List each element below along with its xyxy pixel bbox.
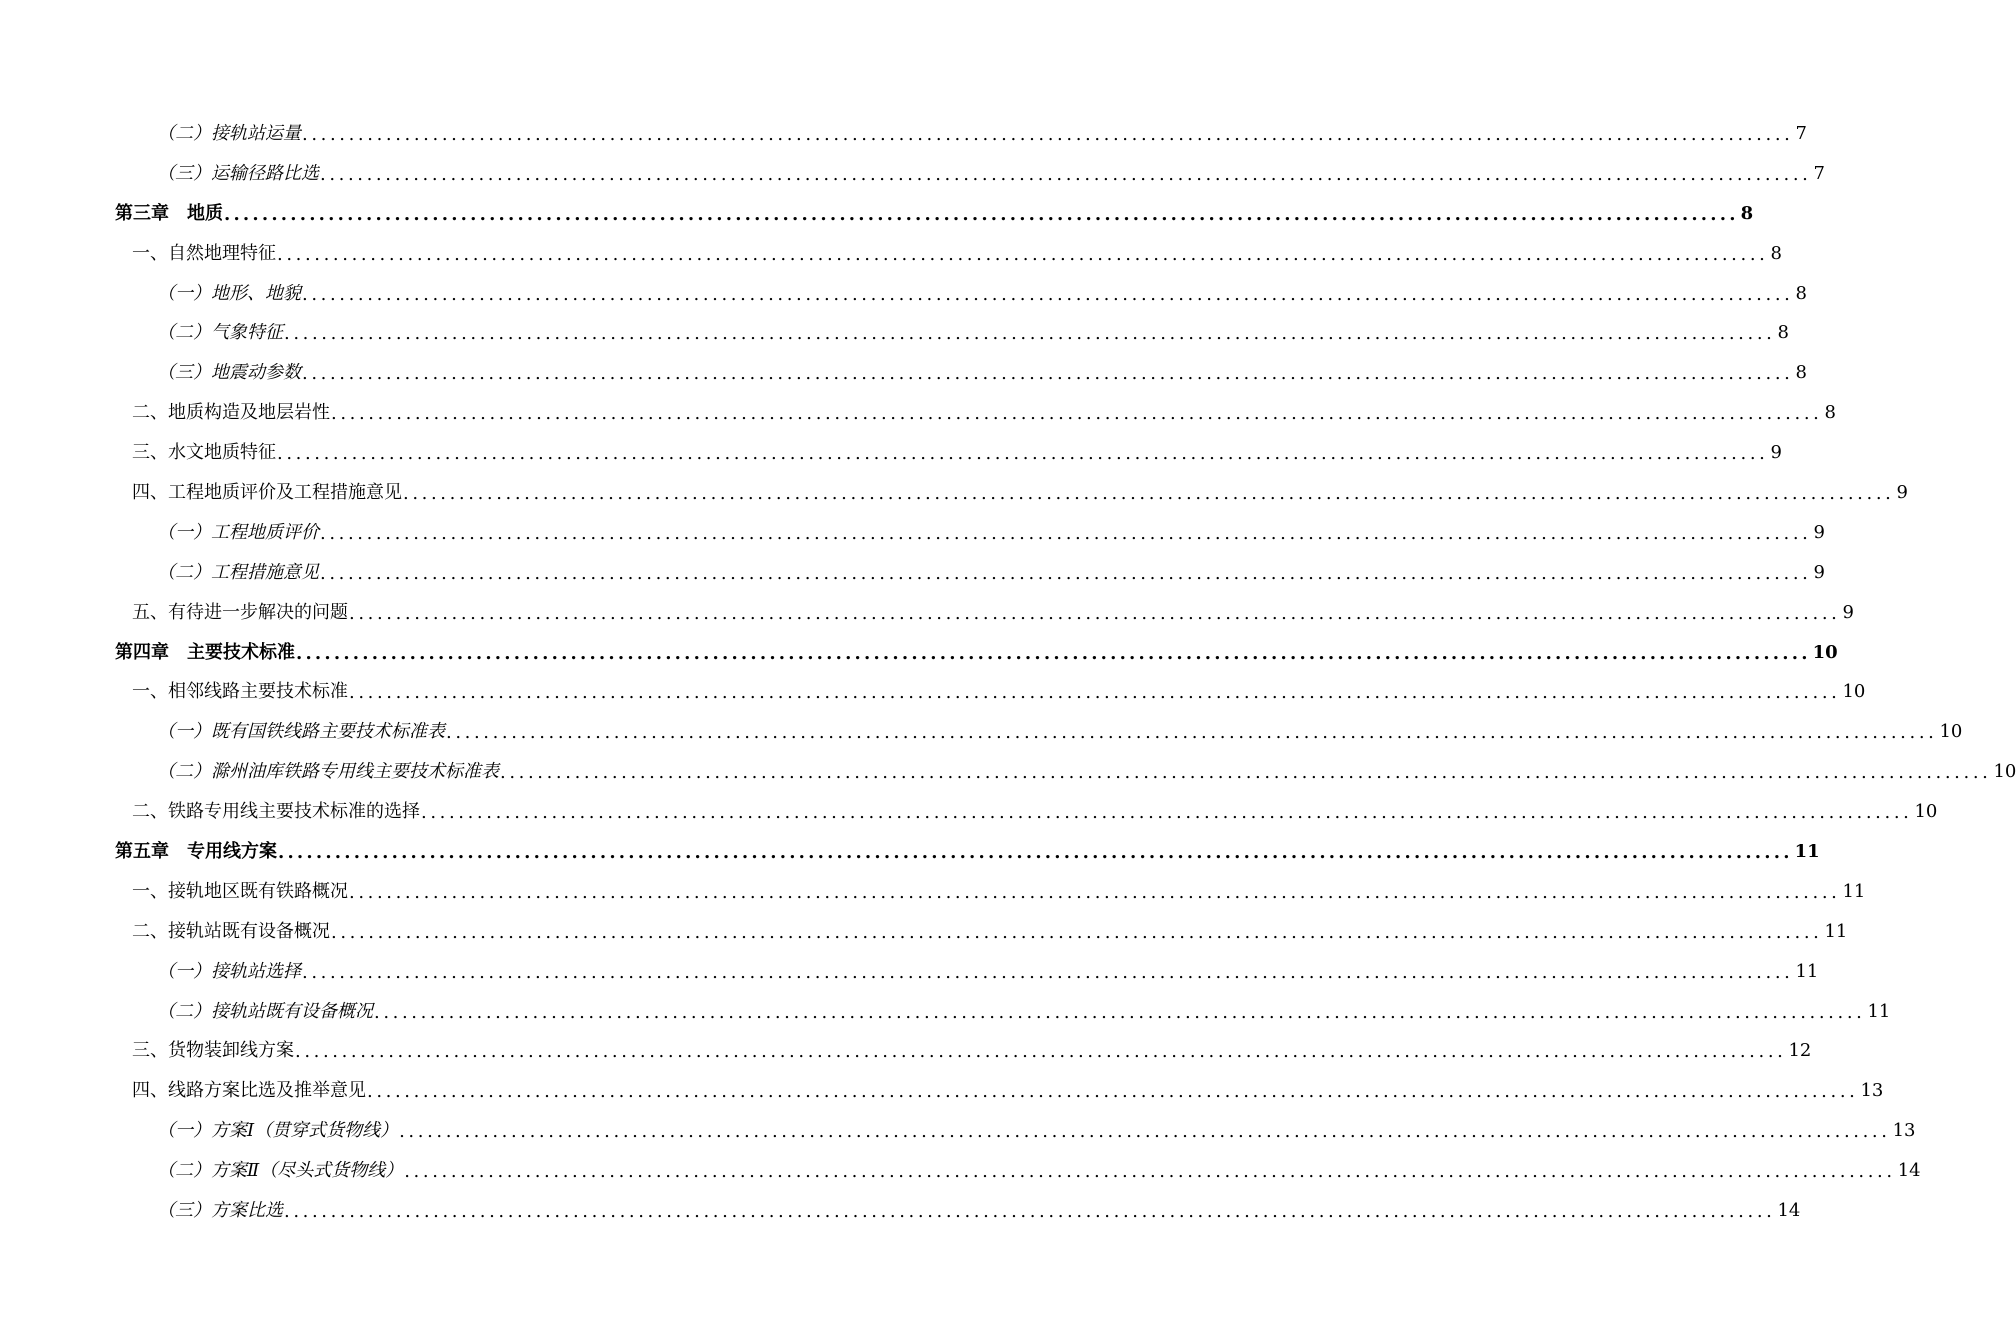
toc-entry-page: 8 [1795,362,1807,384]
dot-leader: ................................................................................................................................................................ [320,522,1812,544]
toc-entry[interactable] [115,1111,1916,1151]
toc-entry[interactable] [115,872,1866,912]
dot-leader: ................................................................................................................................................................ [277,443,1769,465]
toc-entry[interactable] [115,313,1789,353]
dot-leader: ................................................................................................................................................................ [302,123,1794,145]
toc-entry-title: （二）接轨站运量 [157,122,301,144]
toc-entry-title: 一、自然地理特征 [132,242,276,264]
toc-entry[interactable] [115,672,1866,712]
toc-entry-title: 一、相邻线路主要技术标准 [132,681,348,703]
dot-leader: ................................................................................................................................................................ [500,762,1992,784]
toc-entry[interactable] [115,274,1807,314]
toc-entry-title: （二）滁州油库铁路专用线主要技术标准表 [157,761,499,783]
toc-entry[interactable] [115,353,1807,393]
toc-entry[interactable] [115,1191,1801,1231]
dot-leader: ................................................................................................................................................................ [421,802,1913,824]
toc-entry-page: 11 [1794,840,1820,862]
toc-chapter-entry[interactable] [115,194,1754,234]
toc-entry-page: 9 [1896,481,1908,503]
toc-entry-title: （三）运输径路比选 [157,162,319,184]
toc-entry-title: （二）工程措施意见 [157,561,319,583]
toc-entry-page: 11 [1867,1000,1891,1022]
toc-entry-title: （二）接轨站既有设备概况 [157,1000,373,1022]
dot-leader: ................................................................................................................................................................ [278,841,1793,863]
dot-leader: ................................................................................................................................................................ [296,642,1811,664]
toc-entry-title: 三、货物装卸线方案 [132,1040,294,1062]
toc-entry[interactable] [115,912,1848,952]
toc-entry-title: （一）接轨站选择 [157,960,301,982]
dot-leader: ................................................................................................................................................................ [403,482,1895,504]
toc-entry-title: （一）工程地质评价 [157,521,319,543]
toc-entry-page: 10 [1914,801,1938,823]
toc-entry-title: 第三章 地质 [115,202,223,224]
toc-entry-page: 13 [1860,1080,1884,1102]
dot-leader: ................................................................................................................................................................ [302,363,1794,385]
toc-entry-title: 一、接轨地区既有铁路概况 [132,880,348,902]
toc-entry-page: 10 [1842,681,1866,703]
dot-leader: ................................................................................................................................................................ [284,323,1776,345]
toc-entry[interactable] [115,553,1825,593]
dot-leader: ................................................................................................................................................................ [302,283,1794,305]
toc-entry-title: （三）方案比选 [157,1199,283,1221]
dot-leader: ................................................................................................................................................................ [349,602,1841,624]
toc-entry[interactable] [115,752,2016,792]
toc-entry-page: 8 [1795,282,1807,304]
toc-entry-page: 11 [1842,880,1866,902]
dot-leader: ................................................................................................................................................................ [399,1121,1891,1143]
toc-entry-title: （三）地震动参数 [157,362,301,384]
toc-entry[interactable] [115,593,1854,633]
toc-entry-page: 8 [1770,242,1782,264]
toc-entry[interactable] [115,433,1782,473]
dot-leader: ................................................................................................................................................................ [224,203,1739,225]
dot-leader: ................................................................................................................................................................ [284,1200,1776,1222]
toc-entry-title: 四、工程地质评价及工程措施意见 [132,481,402,503]
toc-chapter-entry[interactable] [115,832,1820,872]
toc-entry-title: 二、接轨站既有设备概况 [132,920,330,942]
toc-entry-page: 9 [1813,561,1825,583]
toc-entry-page: 8 [1777,322,1789,344]
toc-entry-page: 10 [1993,761,2016,783]
toc-entry[interactable] [115,1151,1921,1191]
dot-leader: ................................................................................................................................................................ [446,722,1938,744]
toc-entry[interactable] [115,992,1891,1032]
dot-leader: ................................................................................................................................................................ [349,881,1841,903]
toc-entry[interactable] [115,792,1938,832]
toc-entry-page: 8 [1740,202,1754,224]
toc-entry-title: （二）方案Ⅱ（尽头式货物线） [157,1160,404,1182]
toc-entry[interactable] [115,1071,1884,1111]
toc-entry-title: 第五章 专用线方案 [115,840,277,862]
toc-entry[interactable] [115,952,1819,992]
toc-entry-page: 11 [1795,960,1819,982]
toc-entry-page: 10 [1812,641,1838,663]
dot-leader: ................................................................................................................................................................ [302,961,1794,983]
toc-entry[interactable] [115,393,1836,433]
toc-entry[interactable] [115,114,1807,154]
toc-entry[interactable] [115,1031,1812,1071]
toc-entry-page: 13 [1892,1120,1916,1142]
dot-leader: ................................................................................................................................................................ [277,243,1769,265]
dot-leader: ................................................................................................................................................................ [367,1081,1859,1103]
toc-entry-title: 四、线路方案比选及推举意见 [132,1080,366,1102]
toc-entry-title: 二、铁路专用线主要技术标准的选择 [132,801,420,823]
table-of-contents [115,114,2016,1231]
dot-leader: ................................................................................................................................................................ [404,1161,1896,1183]
toc-entry[interactable] [115,712,1963,752]
toc-entry-page: 7 [1813,162,1825,184]
dot-leader: ................................................................................................................................................................ [349,682,1841,704]
toc-entry-title: 二、地质构造及地层岩性 [132,402,330,424]
toc-entry-title: （一）地形、地貌 [157,282,301,304]
toc-entry-title: 三、水文地质特征 [132,442,276,464]
toc-entry-page: 10 [1939,721,1963,743]
toc-entry-title: （二）气象特征 [157,322,283,344]
toc-entry-page: 7 [1795,122,1807,144]
toc-entry[interactable] [115,513,1825,553]
dot-leader: ................................................................................................................................................................ [320,562,1812,584]
dot-leader: ................................................................................................................................................................ [331,921,1823,943]
toc-entry-page: 9 [1770,442,1782,464]
toc-entry-title: 第四章 主要技术标准 [115,641,295,663]
toc-entry-title: （一）既有国铁线路主要技术标准表 [157,721,445,743]
toc-entry-page: 9 [1842,601,1854,623]
toc-entry-page: 14 [1777,1199,1801,1221]
toc-entry[interactable] [115,234,1782,274]
toc-entry-page: 8 [1824,402,1836,424]
dot-leader: ................................................................................................................................................................ [295,1041,1787,1063]
dot-leader: ................................................................................................................................................................ [331,403,1823,425]
toc-entry-page: 14 [1897,1160,1921,1182]
toc-entry[interactable] [115,154,1825,194]
toc-entry-page: 11 [1824,920,1848,942]
dot-leader: ................................................................................................................................................................ [320,163,1812,185]
toc-entry-page: 9 [1813,521,1825,543]
toc-chapter-entry[interactable] [115,633,1838,673]
dot-leader: ................................................................................................................................................................ [374,1001,1866,1023]
toc-entry-page: 12 [1788,1040,1812,1062]
toc-entry-title: 五、有待进一步解决的问题 [132,601,348,623]
toc-entry-title: （一）方案Ⅰ（贯穿式货物线） [157,1120,399,1142]
toc-entry[interactable] [115,473,1908,513]
